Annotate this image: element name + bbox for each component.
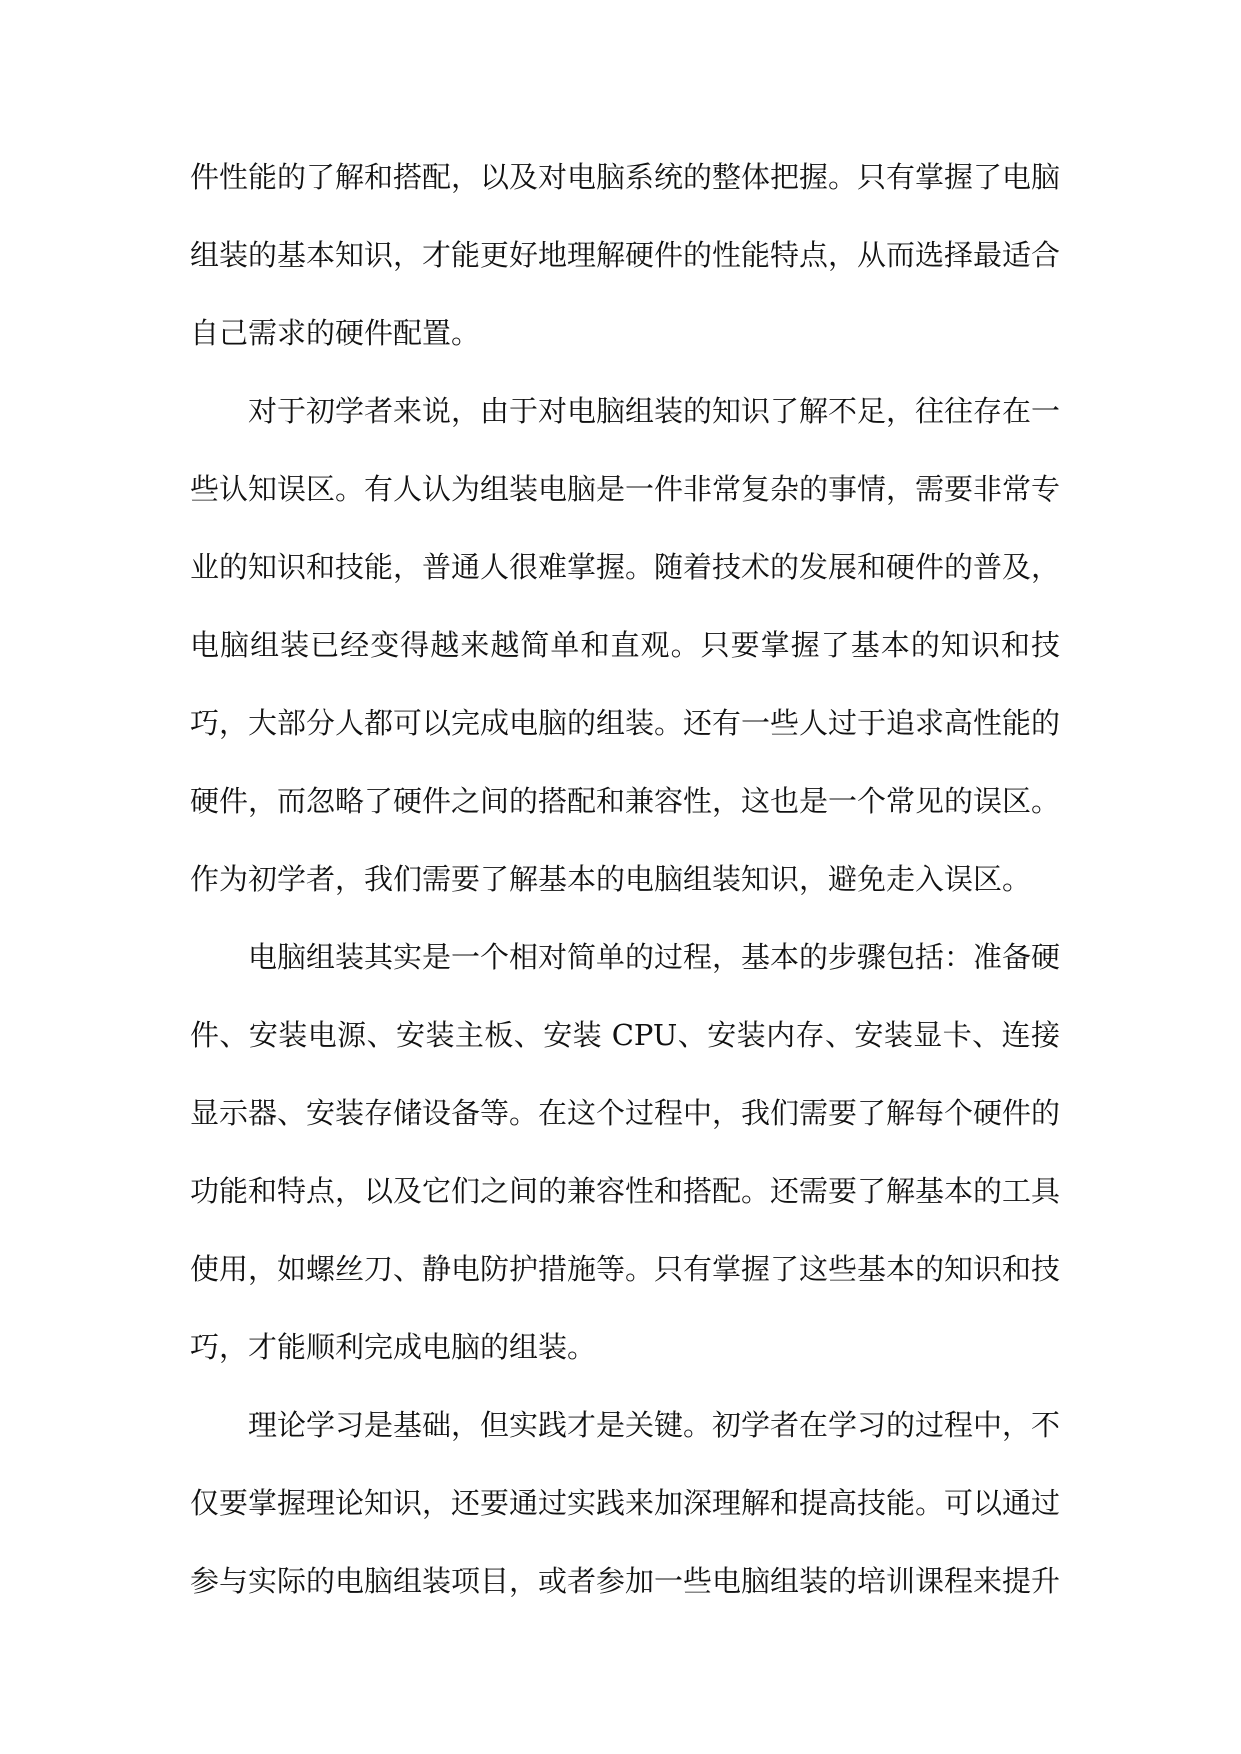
paragraph-1: 件性能的了解和搭配，以及对电脑系统的整体把握。只有掌握了电脑组装的基本知识，才能更好地理解硬件的性能特点，从而选择最适合自己需求的硬件配置。 bbox=[190, 160, 1061, 350]
document-body bbox=[190, 138, 1060, 1620]
paragraph-2: 对于初学者来说，由于对电脑组装的知识了解不足，往往存在一些认知误区。有人认为组装电脑是一件非常复杂的事情，需要非常专业的知识和技能，普通人很难掌握。随着技术的发展和硬件的普及，电脑组装已经变得越来越简单和直观。只要掌握了基本的知识和技巧，大部分人都可以完成电脑的组装。还有一些人过于追求高性能的硬件，而忽略了硬件之间的搭配和兼容性，这也是一个常见的误区。作为初学者，我们需要了解基本的电脑组装知识，避免走入误区。 bbox=[190, 394, 1061, 896]
paragraph-3: 电脑组装其实是一个相对简单的过程，基本的步骤包括：准备硬件、安装电源、安装主板、安装 CPU、安装内存、安装显卡、连接显示器、安装存储设备等。在这个过程中，我们需要了解每个硬件的功能和特点，以及它们之间的兼容性和搭配。还需要了解基本的工具使用，如螺丝刀、静电防护措施等。只有掌握了这些基本的知识和技巧，才能顺利完成电脑的组装。 bbox=[190, 940, 1061, 1364]
paragraph-4: 理论学习是基础，但实践才是关键。初学者在学习的过程中，不仅要掌握理论知识，还要通过实践来加深理解和提高技能。可以通过参与实际的电脑组装项目，或者参加一些电脑组装的培训课程来提升 bbox=[190, 1408, 1061, 1598]
